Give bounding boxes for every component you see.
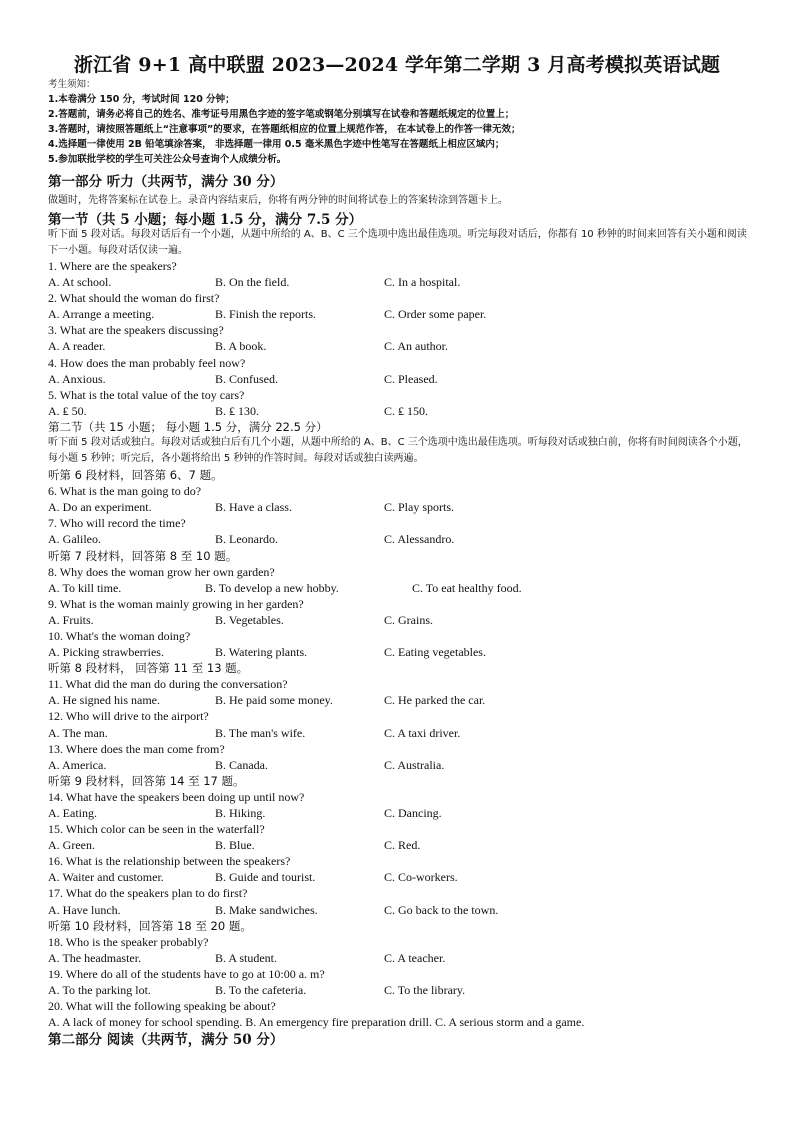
material-heading: 听第 9 段材料，回答第 14 至 17 题。: [48, 773, 245, 788]
option-a: A. To kill time.: [48, 580, 122, 595]
option-b: B. He paid some money.: [215, 693, 333, 708]
option-a: A. Anxious.: [48, 371, 106, 386]
question-stem: 19. Where do all of the students have to go at 10:00 a. m?: [48, 966, 325, 981]
option-b: B. Make sandwiches.: [215, 902, 318, 917]
question-stem: 8. Why does the woman grow her own garden?: [48, 564, 275, 579]
exam-notes: [48, 77, 768, 167]
question-options: [48, 805, 768, 821]
option-a: A. Fruits.: [48, 612, 94, 627]
question-stem: 10. What's the woman doing?: [48, 628, 191, 643]
option-b: B. Hiking.: [215, 806, 266, 820]
question-options-inline: A. A lack of money for school spending. B. An emergency fire preparation drill. C. A serious storm and a game.: [48, 1015, 585, 1030]
option-c: C. Go back to the town.: [384, 902, 499, 917]
note-item: 5.参加联批学校的学生可关注公众号查询个人成绩分析。: [48, 154, 287, 165]
material-heading: 听第 8 段材料， 回答第 11 至 13 题。: [48, 661, 249, 676]
question-options: [48, 306, 768, 322]
option-a: A. A reader.: [48, 339, 106, 354]
option-a: A. The headmaster.: [48, 950, 142, 965]
option-c: C. An author.: [384, 339, 449, 354]
question-stem: 15. Which color can be seen in the waterfall?: [48, 822, 265, 837]
option-c: C. ₤ 150.: [384, 403, 429, 418]
question-stem: 16. What is the relationship between the speakers?: [48, 854, 291, 869]
question-options: [48, 403, 768, 419]
option-b: B. Vegetables.: [215, 612, 284, 627]
question-stem: 18. Who is the speaker probably?: [48, 934, 209, 949]
note-item: 4.选择题一律使用 2B 铅笔填涂答案， 非选择题一律用 0.5 毫米黑色字迹中性笔写在答题纸上相应区域内；: [48, 139, 505, 150]
question-options: [48, 837, 768, 853]
note-item: 3.答题时，请按照答题纸上“注意事项”的要求，在答题纸相应的位置上规范作答， 在本试卷上的作答一律无效；: [48, 124, 521, 135]
material-heading: 听第 6 段材料，回答第 6、7 题。: [48, 468, 223, 483]
option-b: B. Watering plants.: [215, 645, 308, 660]
question-stem: 11. What did the man do during the conversation?: [48, 677, 288, 692]
option-c: C. Australia.: [384, 757, 445, 772]
option-b: B. Canada.: [215, 757, 268, 772]
question-stem: 6. What is the man going to do?: [48, 484, 202, 499]
option-c: C. Co-workers.: [384, 870, 458, 885]
question-options: [48, 531, 768, 547]
option-b: B. Guide and tourist.: [215, 870, 316, 885]
option-c: C. Grains.: [384, 612, 433, 627]
question-options: [48, 950, 768, 966]
option-b: B. On the field.: [215, 275, 290, 290]
notes-heading: 考生须知：: [48, 79, 96, 90]
question-stem: 3. What are the speakers discussing?: [48, 323, 224, 338]
option-c: C. A teacher.: [384, 950, 446, 965]
option-b: B. The man's wife.: [215, 725, 306, 740]
part1-instruction: 做题时，先将答案标在试卷上。录音内容结束后，你将有两分钟的时间将试卷上的答案转涂到答题卡上。: [48, 195, 508, 206]
option-a: A. At school.: [48, 275, 112, 290]
option-a: A. Eating.: [48, 806, 97, 820]
question-list: [48, 258, 768, 1050]
option-a: A. The man.: [48, 725, 108, 740]
note-item: 2.答题前，请务必将自己的姓名、准考证号用黑色字迹的签字笔或钢笔分别填写在试卷和答题纸规定的位置上；: [48, 109, 515, 120]
section1-instruction: 听下面 5 段对话。每段对话后有一个小题，从题中所给的 A、B、C 三个选项中选出最佳选项。听完每段对话后，你都有 10 秒钟的时间来回答有关小题和阅读下一小题。每段对话仅读一遍。: [48, 229, 747, 256]
option-c: C. To the library.: [384, 983, 466, 998]
option-c: C. Eating vegetables.: [384, 645, 486, 660]
option-a: A. ₤ 50.: [48, 403, 87, 418]
question-options: [48, 371, 768, 387]
option-a: A. Do an experiment.: [48, 500, 152, 515]
question-options: [48, 338, 768, 354]
question-options: [48, 644, 768, 660]
question-stem: 14. What have the speakers been doing up until now?: [48, 789, 305, 804]
option-b: B. A student.: [215, 950, 278, 965]
note-item: 1.本卷满分 150 分，考试时间 120 分钟；: [48, 94, 235, 105]
part1-heading: 第一部分 听力（共两节，满分 30 分）: [48, 174, 284, 190]
section2-heading: 第二节（共 15 小题； 每小题 1.5 分，满分 22.5 分）: [48, 419, 328, 434]
question-options: [48, 499, 768, 515]
option-a: A. He signed his name.: [48, 693, 160, 708]
question-stem: 5. What is the total value of the toy cars?: [48, 387, 245, 402]
option-a: A. Galileo.: [48, 532, 101, 547]
section2-instruction: 听下面 5 段对话或独白。每段对话或独白后有几个小题，从题中所给的 A、B、C 三个选项中选出最佳选项。听每段对话或独白前，你将有时间阅读各个小题，每小题 5 秒钟；听完后，各小题将给出 5 秒钟的作答时间。每段对话或独白读两遍。: [48, 437, 748, 465]
question-stem: 4. How does the man probably feel now?: [48, 355, 246, 370]
question-options: [48, 869, 768, 885]
option-b: B. ₤ 130.: [215, 403, 260, 418]
option-c: C. In a hospital.: [384, 275, 461, 290]
option-a: A. To the parking lot.: [48, 983, 151, 998]
question-options: [48, 725, 768, 741]
option-b: B. Have a class.: [215, 500, 292, 515]
option-b: B. Leonardo.: [215, 532, 278, 547]
question-options: [48, 612, 768, 628]
question-options: [48, 580, 768, 596]
question-stem: 17. What do the speakers plan to do first?: [48, 886, 248, 901]
option-b: B. Confused.: [215, 371, 278, 386]
option-a: A. America.: [48, 757, 107, 772]
option-c: C. Alessandro.: [384, 532, 455, 547]
question-options: [48, 982, 768, 998]
question-stem: 13. Where does the man come from?: [48, 741, 225, 756]
question-options: [48, 902, 768, 918]
question-stem: 9. What is the woman mainly growing in her garden?: [48, 596, 304, 611]
part2-heading-row: [48, 1030, 768, 1050]
page-title: 浙江省 9+1 高中联盟 2023—2024 学年第二学期 3 月高考模拟英语试题: [73, 54, 721, 76]
option-a: A. Picking strawberries.: [48, 645, 164, 660]
option-c: C. Dancing.: [384, 806, 442, 820]
option-a: A. Arrange a meeting.: [48, 307, 155, 322]
option-b: B. To the cafeteria.: [215, 983, 307, 998]
option-c: C. Order some paper.: [384, 307, 487, 322]
option-a: A. Waiter and customer.: [48, 870, 164, 885]
material-heading: 听第 10 段材料，回答第 18 至 20 题。: [48, 918, 252, 933]
option-b: B. Blue.: [215, 838, 255, 853]
option-c: C. Pleased.: [384, 371, 438, 386]
option-c: C. To eat healthy food.: [412, 580, 522, 595]
section1-heading: 第一节（共 5 小题；每小题 1.5 分，满分 7.5 分）: [48, 212, 363, 228]
option-b: B. Finish the reports.: [215, 307, 316, 322]
option-c: C. A taxi driver.: [384, 725, 461, 740]
question-stem: 1. Where are the speakers?: [48, 259, 177, 273]
option-b: B. A book.: [215, 339, 267, 354]
question-options: [48, 274, 768, 290]
part2-heading: 第二部分 阅读（共两节，满分 50 分）: [48, 1032, 284, 1049]
option-a: A. Have lunch.: [48, 902, 121, 917]
option-b: B. To develop a new hobby.: [205, 580, 339, 595]
option-a: A. Green.: [48, 838, 95, 853]
question-stem: 7. Who will record the time?: [48, 516, 186, 531]
question-stem: 2. What should the woman do first?: [48, 291, 220, 306]
option-c: C. Play sports.: [384, 500, 455, 515]
material-heading: 听第 7 段材料，回答第 8 至 10 题。: [48, 548, 238, 563]
question-options: [48, 692, 768, 708]
option-c: C. Red.: [384, 838, 421, 853]
option-c: C. He parked the car.: [384, 693, 486, 708]
question-stem: 12. Who will drive to the airport?: [48, 709, 209, 724]
question-options: [48, 757, 768, 773]
question-stem: 20. What will the following speaking be about?: [48, 999, 276, 1014]
